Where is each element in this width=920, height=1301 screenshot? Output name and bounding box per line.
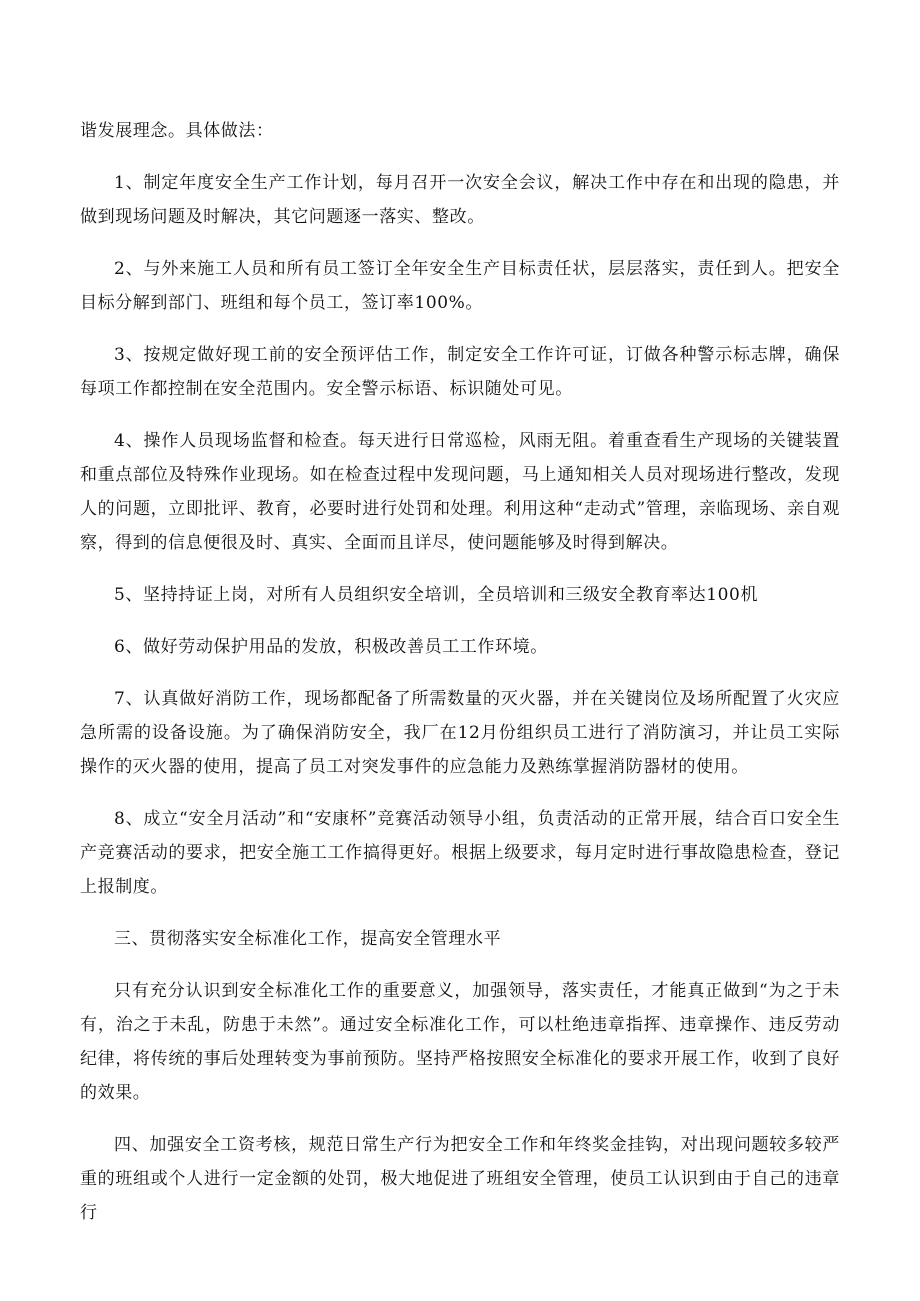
section-heading-3: 三、贯彻落实安全标准化工作，提高安全管理水平 [114,929,502,949]
paragraph-item-2: 2、与外来施工人员和所有员工签订全年安全生产目标责任状，层层落实，责任到人。把安全目标分解到部门、班组和每个员工，签订率100%。 [80,259,840,313]
paragraph-item-3: 3、按规定做好现工前的安全预评估工作，制定安全工作许可证，订做各种警示标志牌，确保每项工作都控制在安全范围内。安全警示标语、标识随处可见。 [80,345,840,399]
paragraph-item-4: 4、操作人员现场监督和检查。每天进行日常巡检，风雨无阻。着重查看生产现场的关键装置和重点部位及特殊作业现场。如在检查过程中发现问题，马上通知相关人员对现场进行整改，发现人的问题，立即批评、教育，必要时进行处罚和处理。利用这种“走动式”管理，亲临现场、亲自观察，得到的信息便很及时、真实、全面而且详尽，使问题能够及时得到解决。 [80,431,840,553]
paragraph-item-7: 7、认真做好消防工作，现场都配备了所需数量的灭火器，并在关键岗位及场所配置了火灾应急所需的设备设施。为了确保消防安全，我厂在12月份组织员工进行了消防演习，并让员工实际操作的灭火器的使用，提高了员工对突发事件的应急能力及熟练掌握消防器材的使用。 [80,689,840,777]
paragraph-item-8: 8、成立“安全月活动”和“安康杯”竞赛活动领导小组，负责活动的正常开展，结合百口安全生产竞赛活动的要求，把安全施工工作搞得更好。根据上级要求，每月定时进行事故隐患检查，登记上报制度。 [80,809,840,897]
paragraph-item-5: 5、坚持持证上岗，对所有人员组织安全培训，全员培训和三级安全教育率达100机 [114,585,759,605]
paragraph-intro: 谐发展理念。具体做法： [80,121,274,141]
paragraph-section-3-body: 只有充分认识到安全标准化工作的重要意义，加强领导，落实责任，才能真正做到“为之于未有，治之于未乱，防患于未然”。通过安全标准化工作，可以杜绝违章指挥、违章操作、违反劳动纪律，将传统的事后处理转变为事前预防。坚持严格按照安全标准化的要求开展工作，收到了良好的效果。 [80,981,840,1103]
paragraph-item-1: 1、制定年度安全生产工作计划，每月召开一次安全会议，解决工作中存在和出现的隐患，并做到现场问题及时解决，其它问题逐一落实、整改。 [80,173,840,227]
paragraph-item-6: 6、做好劳动保护用品的发放，积极改善员工工作环境。 [114,637,548,657]
paragraph-section-4: 四、加强安全工资考核，规范日常生产行为把安全工作和年终奖金挂钩，对出现问题较多较严重的班组或个人进行一定金额的处罚，极大地促进了班组安全管理，使员工认识到由于自己的违章行 [80,1135,840,1223]
